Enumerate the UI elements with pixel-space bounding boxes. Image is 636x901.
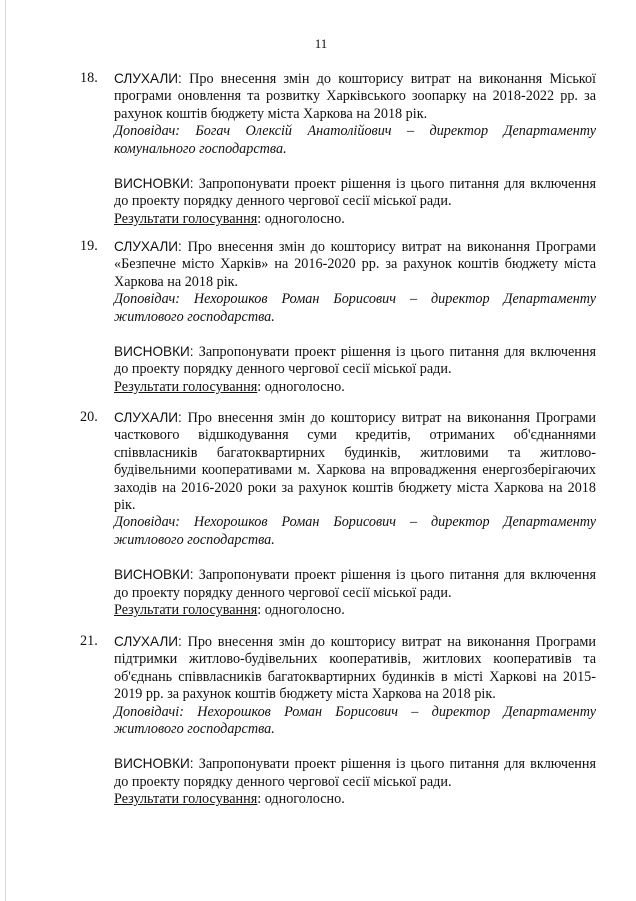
heard-text: Про внесення змін до кошторису витрат на виконання Програми «Безпечне місто Харків» на 2016-2020 рр. за рахунок коштів бюджету міста Харкова на 2018 рік. [114, 239, 596, 290]
agenda-item-20 [80, 409, 596, 619]
page-number: 11 [314, 36, 328, 51]
result-line [114, 602, 596, 619]
conclusion-paragraph [114, 755, 596, 791]
heard-label: СЛУХАЛИ: [114, 634, 182, 649]
agenda-item-18 [80, 70, 596, 228]
result-text: : одноголосно. [257, 210, 345, 227]
result-line [114, 211, 596, 228]
heard-paragraph [114, 238, 596, 291]
conclusion-paragraph [114, 175, 596, 211]
conclusion-label: ВИСНОВКИ: [114, 567, 194, 583]
result-label: Результати голосування [114, 210, 258, 227]
heard-text: Про внесення змін до кошторису витрат на виконання Програми часткового відшкодування суми кредитів, отриманих об'єднаннями співвласників багатоквартирних будинків, житловими та житлово-будівельними кооперативами м. Харкова на впровадження енергозберігаючих заходів на 2016-2020 роки за рахунок коштів бюджету міста Харкова на 2018 рік. [114, 410, 596, 514]
speaker-text: Доповідач: Богач Олексій Анатолійович – директор Департаменту комунального господарства. [114, 123, 596, 157]
conclusion-paragraph [114, 343, 596, 379]
heard-label: СЛУХАЛИ: [114, 71, 182, 86]
speaker-text: Доповідач: Нехорошков Роман Борисович – директор Департаменту житлового господарства. [114, 291, 596, 325]
agenda-item-21 [80, 633, 596, 809]
conclusion-text: Запропонувати проект рішення із цього питання для включення до проекту порядку денного чергової сесії міської ради. [114, 176, 596, 210]
result-label: Результати голосування [114, 602, 258, 619]
result-label: Результати голосування [114, 378, 258, 395]
result-line [114, 379, 596, 396]
item-body [114, 409, 596, 619]
heard-label: СЛУХАЛИ: [114, 239, 182, 254]
conclusion-label: ВИСНОВКИ: [114, 756, 194, 772]
heard-text: Про внесення змін до кошторису витрат на виконання Програми підтримки житлово-будівельних кооперативів, житлових кооперативів та об'єднань співвласників багатоквартирних будинків в місті Харкові на 2015-2019 рр. за рахунок коштів бюджету міста Харкова на 2018 рік. [114, 634, 596, 703]
conclusion-label: ВИСНОВКИ: [114, 176, 194, 192]
heard-paragraph [114, 70, 596, 123]
result-line [114, 791, 596, 808]
conclusion-label: ВИСНОВКИ: [114, 344, 194, 360]
result-text: : одноголосно. [257, 378, 345, 395]
result-label: Результати голосування [114, 791, 258, 808]
page-edge-line [5, 0, 6, 901]
item-number: 19. [80, 238, 98, 254]
conclusion-text: Запропонувати проект рішення із цього питання для включення до проекту порядку денного чергової сесії міської ради. [114, 567, 596, 601]
item-number: 20. [80, 409, 98, 425]
item-body [114, 238, 596, 396]
item-number: 21. [80, 633, 98, 649]
heard-label: СЛУХАЛИ: [114, 410, 182, 425]
result-text: : одноголосно. [257, 791, 345, 808]
heard-paragraph [114, 409, 596, 514]
agenda-item-19 [80, 238, 596, 396]
item-body [114, 633, 596, 809]
conclusion-paragraph [114, 566, 596, 602]
item-number: 18. [80, 70, 98, 86]
speaker-text: Доповідачі: Нехорошков Роман Борисович – директор Департаменту житлового господарства. [114, 703, 596, 738]
conclusion-text: Запропонувати проект рішення із цього питання для включення до проекту порядку денного чергової сесії міської ради. [114, 756, 596, 790]
conclusion-text: Запропонувати проект рішення із цього питання для включення до проекту порядку денного чергової сесії міської ради. [114, 344, 596, 378]
heard-text: Про внесення змін до кошторису витрат на виконання Міської програми оновлення та розвитку Харківського зоопарку на 2018-2022 рр. за рахунок коштів бюджету міста Харкова на 2018 рік. [114, 71, 596, 122]
speaker-text: Доповідач: Нехорошков Роман Борисович – директор Департаменту житлового господарства. [114, 514, 596, 548]
item-body [114, 70, 596, 228]
result-text: : одноголосно. [257, 602, 345, 619]
heard-paragraph [114, 633, 596, 704]
